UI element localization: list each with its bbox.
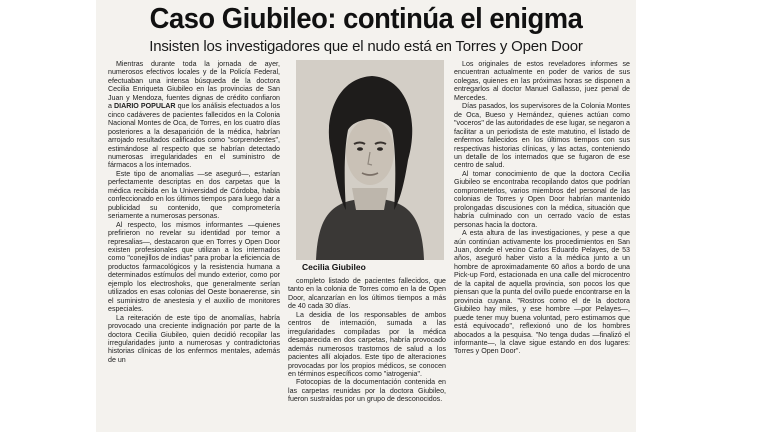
paragraph [288,378,446,403]
subheadline: Insisten los investigadores que el nudo está en Torres y Open Door [149,38,583,55]
newspaper-name: DIARIO POPULAR [113,102,176,111]
portrait-illustration [296,60,444,260]
newspaper-clipping [96,0,636,432]
paragraph-text: La reiteración de este tipo de anomalías, habría provocado una creciente indignación por parte de la doctora Cecilia Giubileo, quien decidió recopilar las irregularidades junto a numerosas y contradictorias historias clínicas de los enfermos mentales, además de un [108,313,280,364]
paragraph [454,102,630,170]
paragraph-text: A esta altura de las investigaciones, y pese a que aún continúan activamente los procedimientos en San Juan, donde el vecino Carlos Eduardo Pelayes, de 53 años, aseguró haber visto a la médica junto a un hombre de aproximadamente 60 años a bordo de una Pick-up Ford, estacionada en una calle del microcentro de la capital de aquella provincia, son pocos los que piensan que la punta del ovillo puede encontrarse en la provincia cuyana. "Rostros como el de la doctora Giubileo hay miles, y ese hombre —por Pelayes—, puede tener muy buena voluntad, pero estimamos que está equivocado", reflexionó uno de los hombres abocados a la pesquisa. "No tenga dudas —finalizó el informante—, la clave sigue estando en dos lugares: Torres y Open Door". [454,229,630,356]
paragraph-text: Días pasados, los supervisores de la Colonia Montes de Oca, Bueso y Hernández, quienes actúan como "voceros" de las autoridades de ese lugar, se negaron a facilitar a un periodista de este matutino, el listado de enfermos fallecidos en los últimos tiempos con sus respectivas historias clínicas, y las actas, conteniendo un detalle de los internados que se fugaron de ese centro de salud. [454,102,630,170]
paragraph-text: Los originales de estos reveladores informes se encuentran actualmente en poder de varios de sus colegas, quienes en las próximas horas se disponen a entregarlos al doctor Manuel Gallasso, juez penal de Mercedes. [454,60,630,102]
paragraph-text: Este tipo de anomalías —se aseguró—, estarían perfectamente descriptas en dos carpetas que la médica recibida en la Universidad de Córdoba, había confeccionado en los últimos tiempos para luego dar a publicidad su contenido, que comprometería seriamente a numerosas personas. [108,169,280,221]
paragraph [108,314,280,365]
paragraph-text: Al tomar conocimiento de que la doctora Cecilia Giubileo se encontraba recopilando datos que podrían comprometerlos, varios miembros del personal de las colonias de Torres y Open Door habrían mantenido prolongadas discusiones con la médica, situación que habría culminado con un cerrado vacío de estas personas hacia la doctora. [454,169,630,229]
paragraph [108,170,280,221]
paragraph [288,277,446,311]
article-column-right [454,60,630,432]
photo-caption: Cecilia Giubileo [302,262,366,272]
article-column-middle [288,277,446,432]
paragraph [454,170,630,229]
article-column-left [108,60,280,432]
headline: Caso Giubileo: continúa el enigma [149,3,583,35]
paragraph-text: que los análisis efectuados a los cinco cadáveres de pacientes fallecidos en la Colonia Nacional Montes de Oca, de Torres, en los cuatro días posteriores a la desaparición de la médica, habrían arrojado resultados calificados como "sorprendentes", estimándose al respecto que se habrían detectado numerosas irregularidades en el suministro de fármacos a los internados. [108,102,280,170]
paragraph [108,60,280,170]
paragraph [454,60,630,102]
paragraph-text: Fotocopias de la documentación contenida en las carpetas reunidas por la doctora Giubileo, fueron sustraídas por un grupo de desconocidos. [288,378,446,404]
paragraph-text: La desidia de los responsables de ambos centros de internación, sumada a las irregularidades compiladas por la médica desaparecida en dos carpetas, habría provocado además numerosos trastornos de salud a los pacientes allí alojados. Este tipo de alteraciones provocadas por los propios médicos, se conocen en términos específicos como "iatrogenia". [288,310,446,378]
paragraph [454,229,630,356]
paragraph-text: completo listado de pacientes fallecidos, que tanto en la colonia de Torres como en la de Open Door, alcanzarían en los últimos tiempos a más de 40 cada 30 días. [288,277,446,311]
paragraph [288,311,446,379]
paragraph-text: Al respecto, los mismos informantes —quienes prefirieron no revelar su identidad por temor a represalias—, destacaron que en Torres y Open Door existen profesionales que utilizan a los internados como "conejillos de indias" para probar la eficiencia de productos farmacológicos y la resistencia humana a determinados estímulos del mundo exterior, como por ejemplo los electroshoks, que generalmente serían utilizados en esas colonias del Oeste bonaerense, sin el suministro de anestesia y el auxilio de monitores especiales. [108,220,280,314]
paragraph [108,221,280,314]
portrait-photo [296,60,444,260]
paragraph-text: Mientras durante toda la jornada de ayer, numerosos efectivos locales y de la Policía Federal, efectuaban una intensa búsqueda de la doctora Cecilia Enriqueta Giubileo en las provincias de San Juan y Mendoza, fuentes dignas de crédito confiaron a [108,60,280,111]
